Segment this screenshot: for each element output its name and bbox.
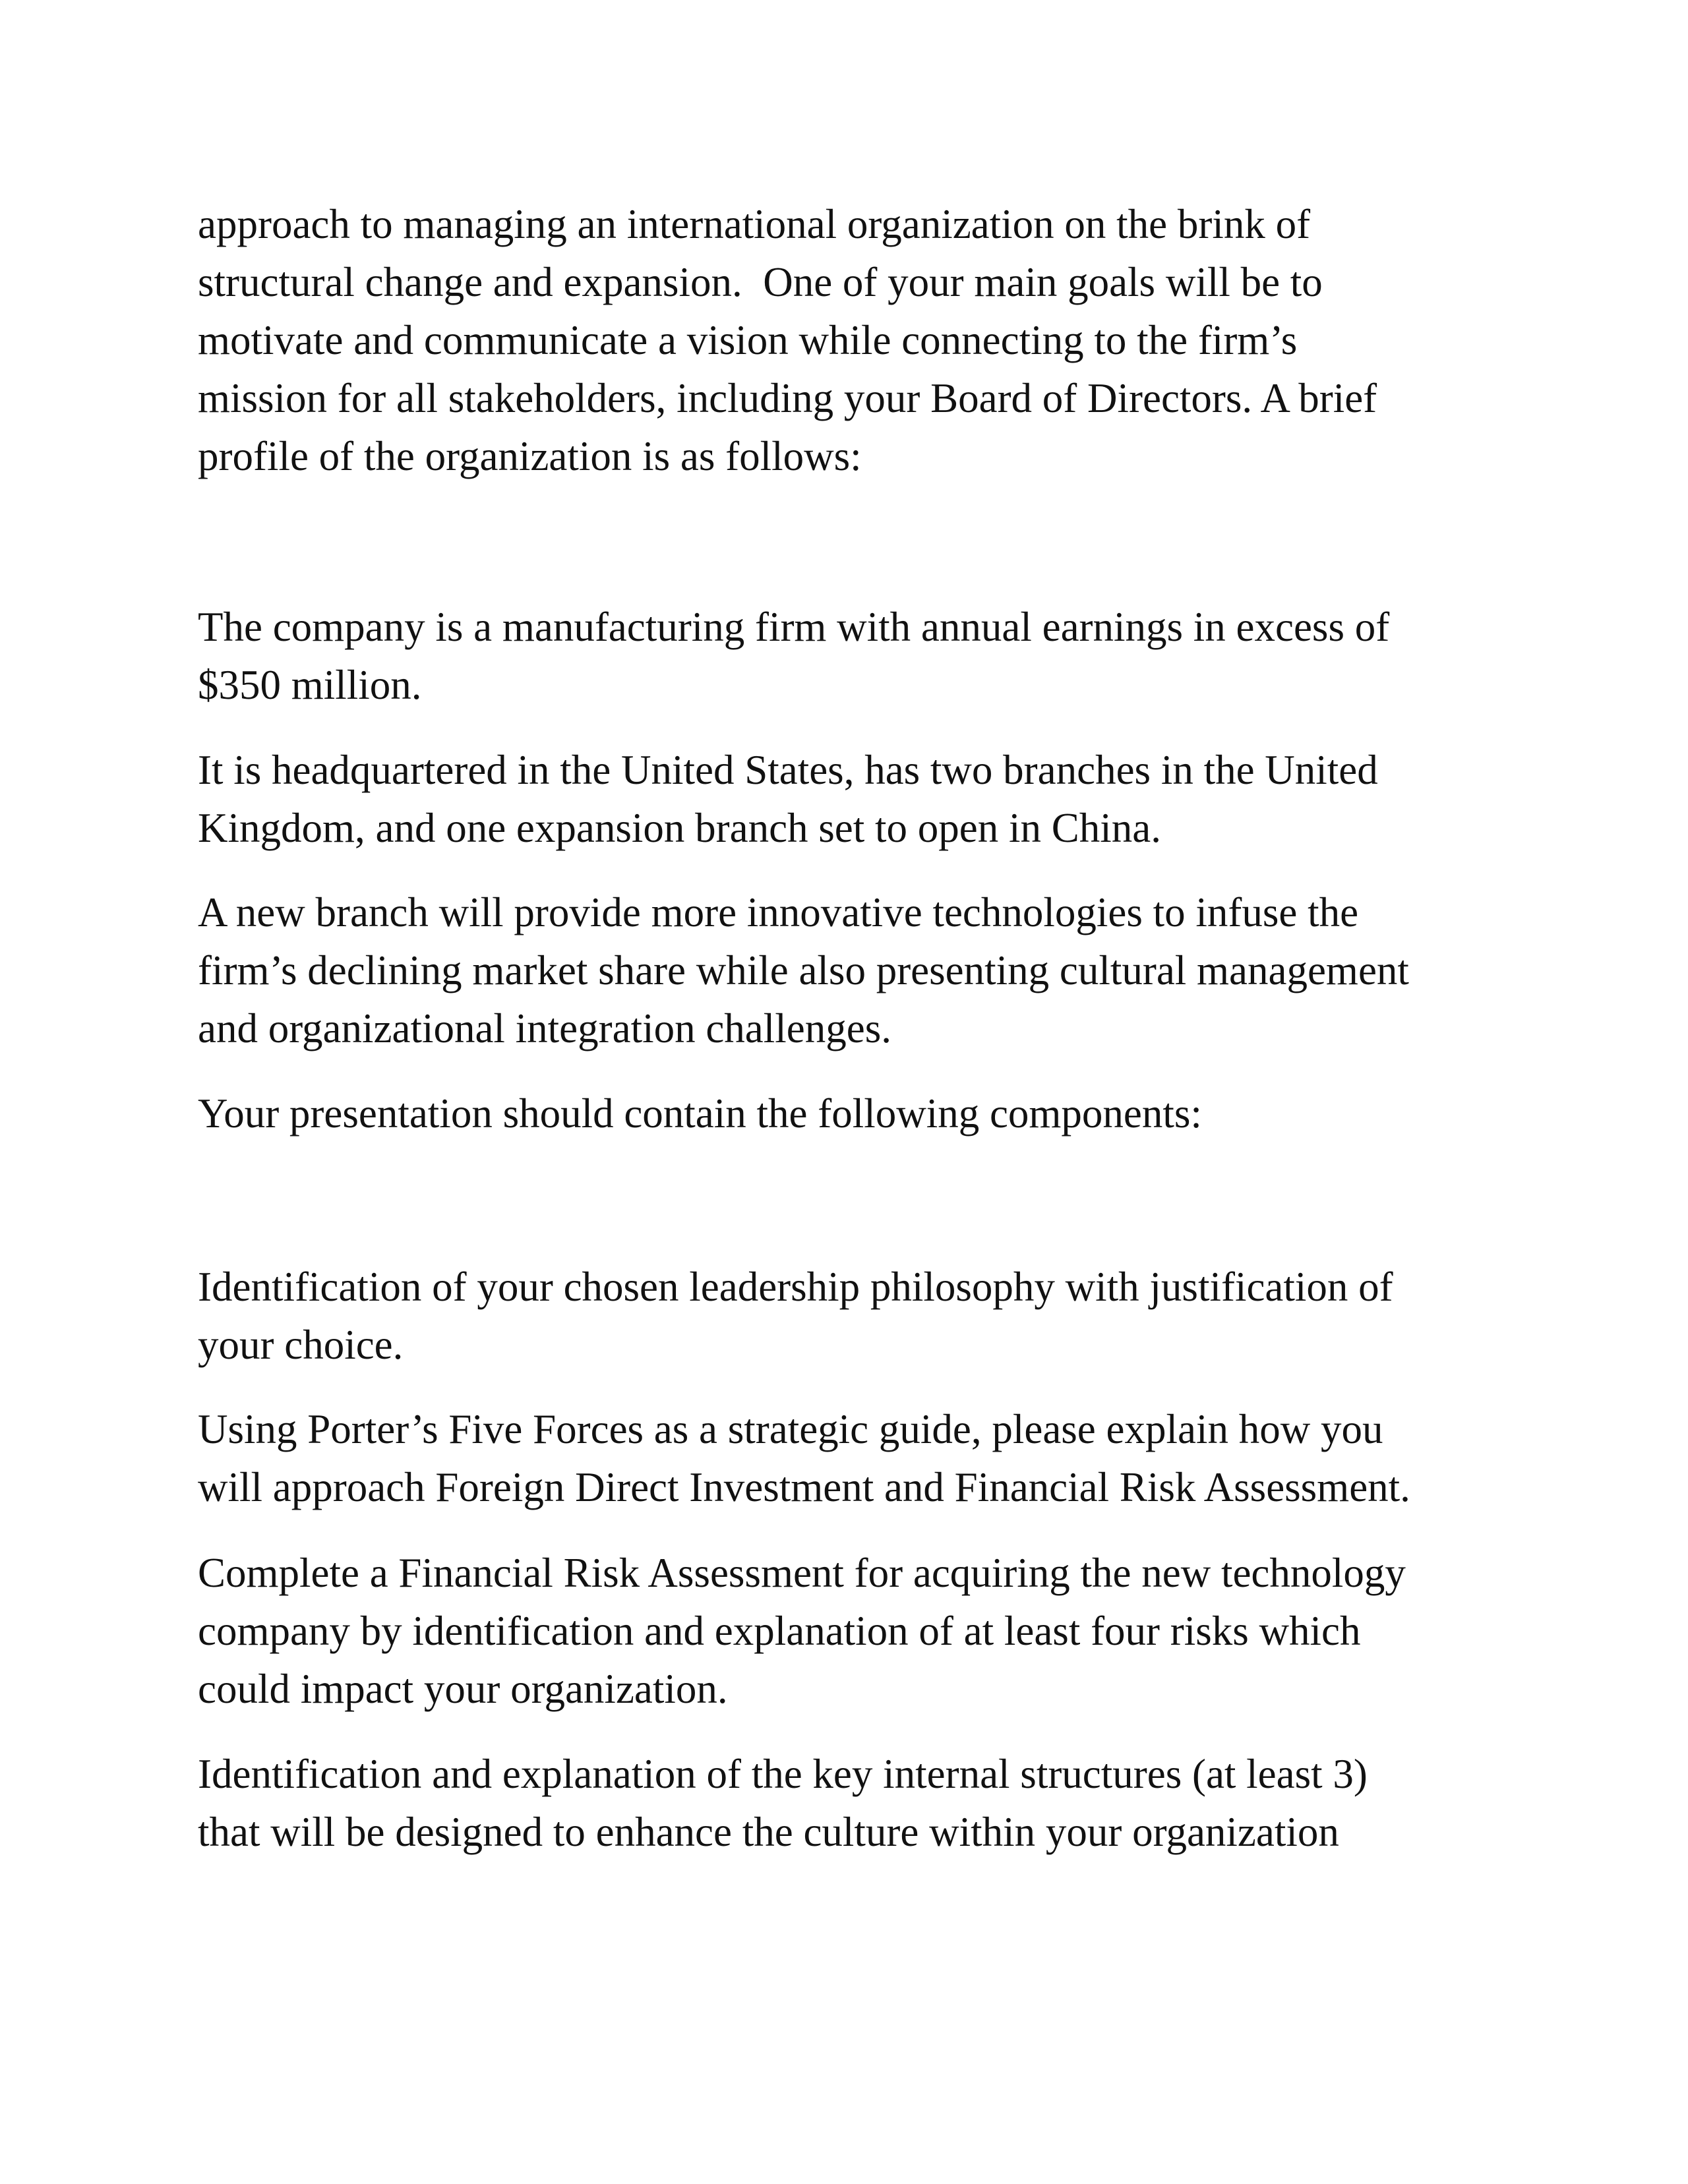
company-earnings-paragraph: [198, 598, 1517, 714]
text-line: and organizational integration challenges.: [198, 1005, 891, 1051]
text-line: company by identification and explanation of at least four risks which: [198, 1608, 1361, 1654]
text-line: will approach Foreign Direct Investment and Financial Risk Assessment.: [198, 1464, 1410, 1510]
text-line: motivate and communicate a vision while connecting to the firm’s: [198, 317, 1298, 363]
text-line: firm’s declining market share while also presenting cultural management: [198, 947, 1409, 993]
presentation-components-heading: [198, 1084, 1517, 1142]
text-line: Complete a Financial Risk Assessment for acquiring the new technology: [198, 1550, 1406, 1596]
text-line: your choice.: [198, 1322, 404, 1368]
text-line: Using Porter’s Five Forces as a strategic guide, please explain how you: [198, 1406, 1383, 1452]
text-line: Identification of your chosen leadership philosophy with justification of: [198, 1264, 1393, 1310]
text-line: structural change and expansion. One of your main goals will be to: [198, 259, 1323, 305]
porters-five-forces-paragraph: [198, 1400, 1517, 1516]
new-branch-paragraph: [198, 883, 1517, 1057]
text-line: could impact your organization.: [198, 1666, 728, 1712]
text-line: The company is a manufacturing firm with annual earnings in excess of: [198, 604, 1390, 650]
text-line: $350 million.: [198, 662, 422, 708]
intro-paragraph: [198, 195, 1517, 485]
text-line: A new branch will provide more innovative technologies to infuse the: [198, 889, 1359, 935]
text-line: that will be designed to enhance the culture within your organization: [198, 1809, 1339, 1855]
text-line: mission for all stakeholders, including your Board of Directors. A brief: [198, 375, 1377, 421]
leadership-philosophy-paragraph: [198, 1258, 1517, 1374]
financial-risk-paragraph: [198, 1544, 1517, 1718]
text-line: profile of the organization is as follows:: [198, 433, 862, 479]
text-line: approach to managing an international organization on the brink of: [198, 201, 1311, 247]
text-line: Your presentation should contain the following components:: [198, 1090, 1202, 1136]
internal-structures-paragraph: [198, 1745, 1517, 1861]
text-line: Identification and explanation of the key internal structures (at least 3): [198, 1751, 1368, 1797]
headquarters-paragraph: [198, 741, 1517, 857]
text-line: It is headquartered in the United States, has two branches in the United: [198, 747, 1378, 793]
text-line: Kingdom, and one expansion branch set to open in China.: [198, 805, 1161, 851]
